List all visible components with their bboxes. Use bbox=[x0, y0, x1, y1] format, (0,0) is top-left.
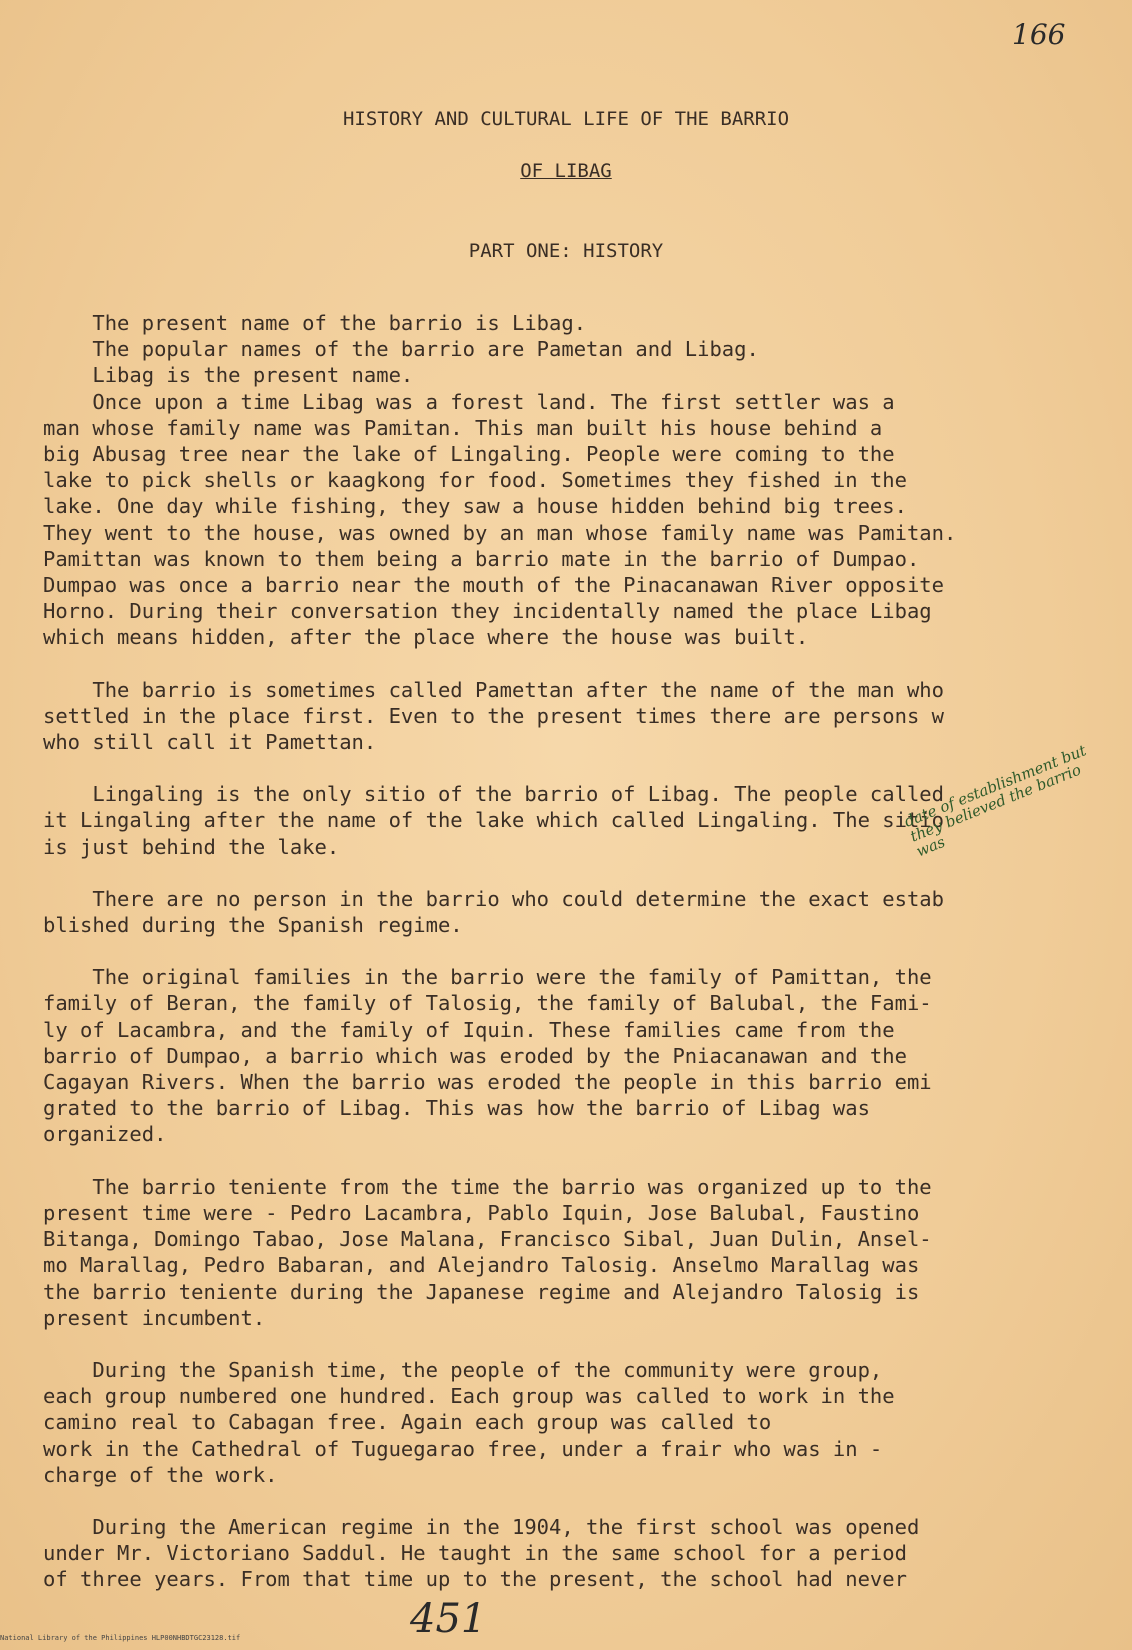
text-line: Cagayan Rivers. When the barrio was eroded the people in this barrio emi bbox=[43, 1070, 932, 1095]
text-line: The present name of the barrio is Libag. bbox=[43, 311, 587, 335]
paragraph-gap bbox=[43, 860, 1043, 886]
text-line: The popular names of the barrio are Pametan and Libag. bbox=[43, 337, 759, 362]
paragraph bbox=[43, 1357, 1043, 1488]
text-line: ly of Lacambra, and the family of Iquin. These families came from the bbox=[43, 1017, 895, 1042]
text-line: man whose family name was Pamitan. This man built his house behind a bbox=[43, 415, 883, 440]
text-line: Once upon a time Libag was a forest land. The first settler was a bbox=[43, 389, 895, 414]
text-line: Lingaling is the only sitio of the barrio of Libag. The people called bbox=[43, 782, 944, 807]
paragraph bbox=[43, 1174, 1043, 1331]
text-line: settled in the place first. Even to the present times there are persons w bbox=[43, 703, 944, 728]
handwritten-margin-note: date of establishment but they believed the barrio was bbox=[901, 741, 1089, 861]
paragraph bbox=[43, 677, 1043, 756]
text-line: each group numbered one hundred. Each group was called to work in the bbox=[43, 1384, 895, 1409]
paragraph bbox=[43, 964, 1043, 1147]
document-title: HISTORY AND CULTURAL LIFE OF THE BARRIO bbox=[342, 108, 790, 130]
text-line: it Lingaling after the name of the lake which called Lingaling. The sitio bbox=[43, 808, 944, 833]
text-line: Libag is the present name. bbox=[43, 363, 414, 388]
text-line: mo Marallag, Pedro Babaran, and Alejandro Talosig. Anselmo Marallag was bbox=[43, 1253, 920, 1278]
text-line: grated to the barrio of Libag. This was how the barrio of Libag was bbox=[43, 1096, 870, 1121]
text-line: which means hidden, after the place where the house was built. bbox=[43, 625, 809, 650]
paragraph bbox=[43, 886, 1043, 938]
text-line: Horno. During their conversation they incidentally named the place Libag bbox=[43, 599, 932, 624]
text-line: organized. bbox=[43, 1122, 167, 1147]
text-line: The original families in the barrio were the family of Pamittan, the bbox=[43, 965, 932, 990]
text-line: present incumbent. bbox=[43, 1305, 266, 1330]
text-line: During the American regime in the 1904, the first school was opened bbox=[43, 1514, 920, 1539]
paragraph-gap bbox=[43, 938, 1043, 964]
paragraph bbox=[43, 1514, 1043, 1593]
text-line: The barrio teniente from the time the barrio was organized up to the bbox=[43, 1174, 932, 1199]
paragraph-gap bbox=[43, 1488, 1043, 1514]
text-line: the barrio teniente during the Japanese regime and Alejandro Talosig is bbox=[43, 1279, 920, 1304]
archive-footer-label: National Library of the Philippines HLP00NHBDTGC23128.tif bbox=[0, 1634, 241, 1642]
text-line: charge of the work. bbox=[43, 1462, 278, 1487]
text-line: lake. One day while fishing, they saw a house hidden behind big trees. bbox=[43, 494, 907, 519]
part-heading: PART ONE: HISTORY bbox=[468, 240, 664, 262]
paragraph-gap bbox=[43, 651, 1043, 677]
text-line: Bitanga, Domingo Tabao, Jose Malana, Francisco Sibal, Juan Dulin, Ansel- bbox=[43, 1227, 932, 1252]
text-line: The barrio is sometimes called Pamettan after the name of the man who bbox=[43, 677, 944, 702]
text-line: of three years. From that time up to the present, the school had never bbox=[43, 1567, 907, 1592]
text-line: camino real to Cabagan free. Again each group was called to bbox=[43, 1410, 772, 1435]
text-line: barrio of Dumpao, a barrio which was eroded by the Pniacanawan and the bbox=[43, 1043, 907, 1068]
text-line: is just behind the lake. bbox=[43, 834, 340, 859]
text-line: lake to pick shells or kaagkong for food. Sometimes they fished in the bbox=[43, 468, 907, 493]
paragraph bbox=[43, 310, 1043, 651]
text-line: work in the Cathedral of Tuguegarao free, under a frair who was in - bbox=[43, 1436, 883, 1461]
paragraph-gap bbox=[43, 755, 1043, 781]
handwritten-folio-number: 451 bbox=[410, 1596, 487, 1642]
text-line: Pamittan was known to them being a barrio mate in the barrio of Dumpao. bbox=[43, 546, 920, 571]
text-line: who still call it Pamettan. bbox=[43, 730, 377, 755]
text-line: big Abusag tree near the lake of Lingaling. People were coming to the bbox=[43, 442, 895, 467]
text-line: Dumpao was once a barrio near the mouth of the Pinacanawan River opposite bbox=[43, 573, 944, 598]
text-line: present time were - Pedro Lacambra, Pablo Iquin, Jose Balubal, Faustino bbox=[43, 1200, 920, 1225]
text-line: blished during the Spanish regime. bbox=[43, 913, 463, 938]
paragraph-gap bbox=[43, 1148, 1043, 1174]
text-line: family of Beran, the family of Talosig, the family of Balubal, the Fami- bbox=[43, 991, 932, 1016]
paragraph-gap bbox=[43, 1331, 1043, 1357]
text-line: under Mr. Victoriano Saddul. He taught in the same school for a period bbox=[43, 1541, 907, 1566]
body-text bbox=[43, 310, 1043, 1593]
text-line: There are no person in the barrio who could determine the exact estab bbox=[43, 886, 944, 911]
page-number: 166 bbox=[1012, 18, 1066, 51]
document-subtitle: OF LIBAG bbox=[520, 160, 612, 182]
paragraph bbox=[43, 781, 1043, 860]
text-line: They went to the house, was owned by an man whose family name was Pamitan. bbox=[43, 520, 957, 545]
text-line: During the Spanish time, the people of the community were group, bbox=[43, 1357, 883, 1382]
